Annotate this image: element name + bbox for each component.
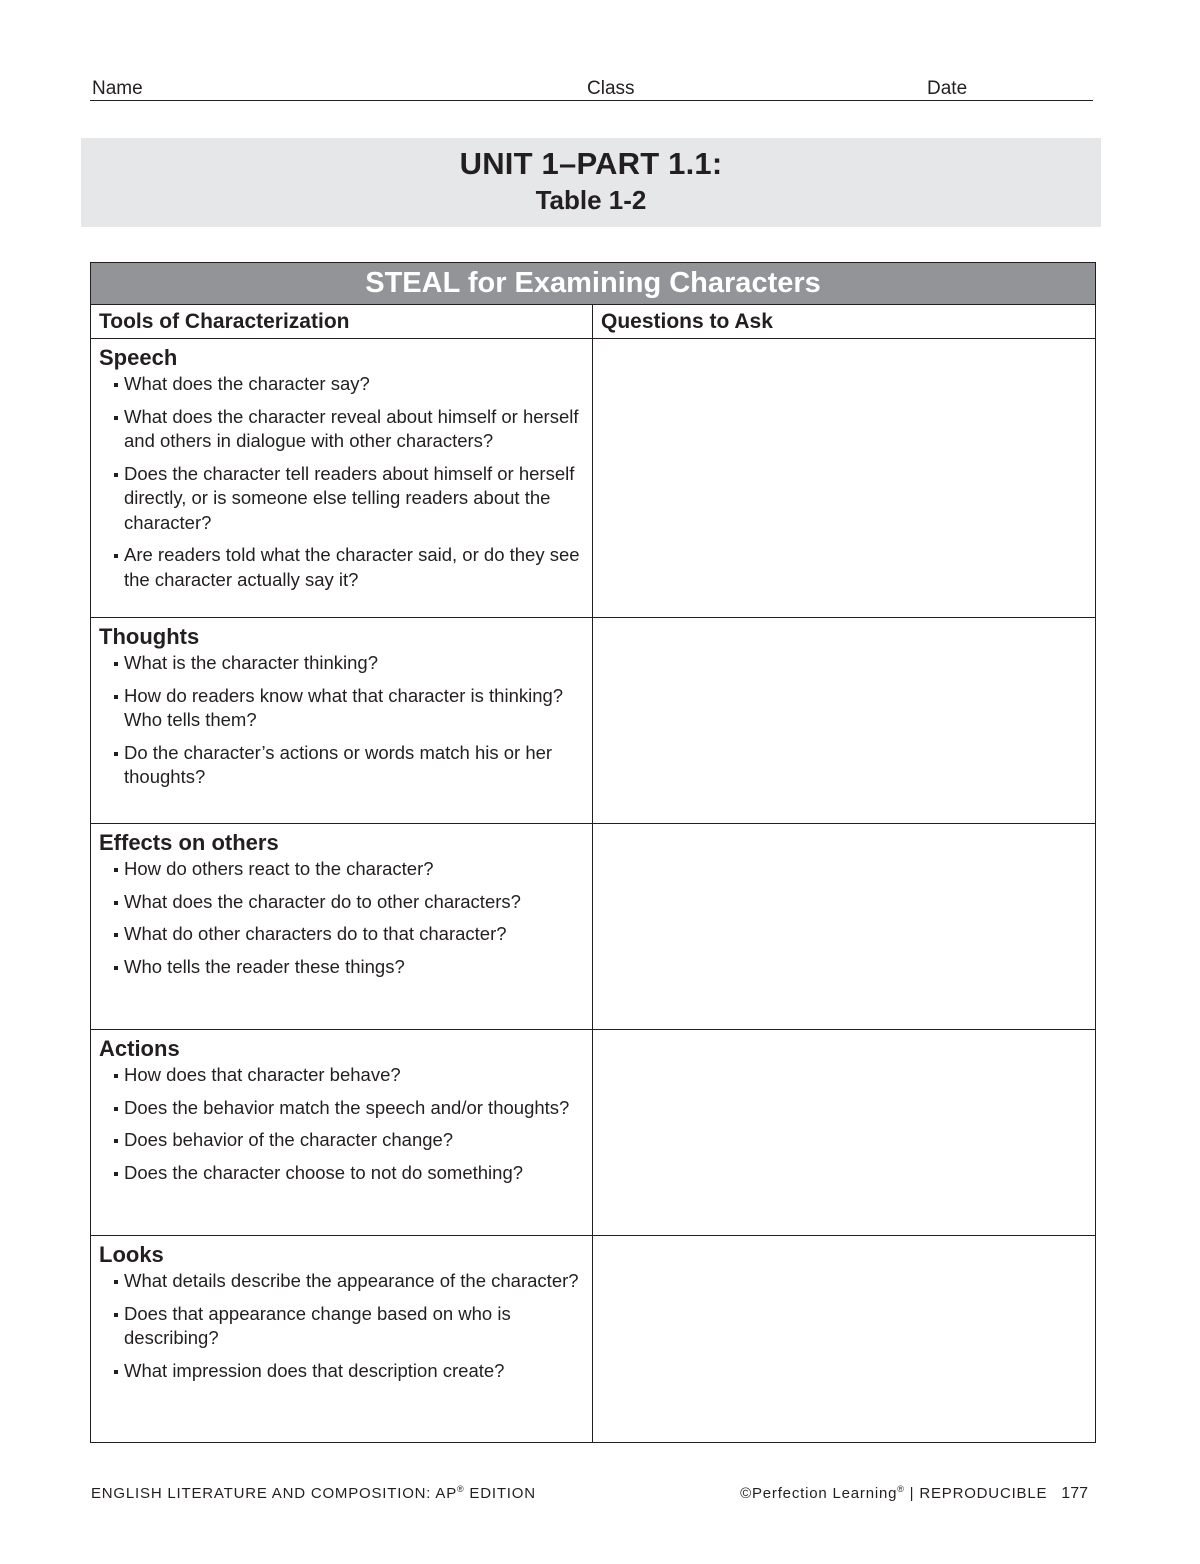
- tool-title: Actions: [99, 1036, 180, 1061]
- list-item: Does the character tell readers about himself or herself directly, or is someone else telling readers about the character?: [99, 462, 582, 536]
- tool-cell: [91, 618, 593, 824]
- name-label: Name: [92, 78, 143, 99]
- tool-cell: [91, 824, 593, 1030]
- column-header-tools: Tools of Characterization: [91, 305, 593, 339]
- title-band: [81, 138, 1101, 227]
- tool-title: Thoughts: [99, 624, 200, 649]
- question-list: [99, 651, 582, 790]
- registered-mark: ®: [897, 1484, 905, 1494]
- table-banner: STEAL for Examining Characters: [91, 263, 1096, 305]
- list-item: What impression does that description create?: [99, 1359, 582, 1384]
- list-item: What does the character do to other characters?: [99, 890, 582, 915]
- page-subtitle: Table 1-2: [535, 185, 647, 215]
- footer-copyright-text: ©Perfection Learning: [740, 1485, 898, 1502]
- question-list: [99, 372, 582, 592]
- footer-book-title: [91, 1480, 536, 1503]
- steal-table: [90, 262, 1096, 1443]
- footer-reproducible: | REPRODUCIBLE: [904, 1485, 1048, 1502]
- list-item: Do the character’s actions or words match his or her thoughts?: [99, 741, 582, 790]
- list-item: Does the behavior match the speech and/or thoughts?: [99, 1096, 582, 1121]
- list-item: Does the character choose to not do something?: [99, 1161, 582, 1186]
- answer-cell[interactable]: [593, 824, 1096, 1030]
- list-item: What does the character say?: [99, 372, 582, 397]
- answer-cell[interactable]: [593, 618, 1096, 824]
- list-item: Who tells the reader these things?: [99, 955, 582, 980]
- page-number: 177: [1061, 1485, 1088, 1502]
- table-row-thoughts: [91, 618, 1096, 824]
- question-list: [99, 1269, 582, 1383]
- tool-cell: [91, 1030, 593, 1236]
- footer-book-title-tail: EDITION: [464, 1485, 536, 1502]
- registered-mark: ®: [457, 1484, 465, 1494]
- answer-cell[interactable]: [593, 1030, 1096, 1236]
- table-row-actions: [91, 1030, 1096, 1236]
- question-list: [99, 1063, 582, 1185]
- page-title: UNIT 1–PART 1.1:: [459, 146, 723, 181]
- table-row-speech: [91, 339, 1096, 618]
- footer-copyright: [740, 1480, 1088, 1503]
- list-item: What do other characters do to that character?: [99, 922, 582, 947]
- tool-cell: [91, 1236, 593, 1443]
- class-label: Class: [587, 78, 635, 99]
- date-label: Date: [927, 78, 968, 99]
- tool-cell: [91, 339, 593, 618]
- answer-cell[interactable]: [593, 1236, 1096, 1443]
- column-header-questions: Questions to Ask: [593, 305, 1096, 339]
- list-item: Are readers told what the character said, or do they see the character actually say it?: [99, 543, 582, 592]
- header-rule: [90, 100, 1093, 101]
- list-item: How do others react to the character?: [99, 857, 582, 882]
- tool-title: Speech: [99, 345, 178, 370]
- list-item: What is the character thinking?: [99, 651, 582, 676]
- answer-cell[interactable]: [593, 339, 1096, 618]
- list-item: How does that character behave?: [99, 1063, 582, 1088]
- footer-book-title-text: ENGLISH LITERATURE AND COMPOSITION: AP: [91, 1485, 458, 1502]
- list-item: Does that appearance change based on who is describing?: [99, 1302, 582, 1351]
- tool-title: Effects on others: [99, 830, 279, 855]
- question-list: [99, 857, 582, 979]
- list-item: Does behavior of the character change?: [99, 1128, 582, 1153]
- table-row-effects-on-others: [91, 824, 1096, 1030]
- tool-title: Looks: [99, 1242, 164, 1267]
- list-item: How do readers know what that character is thinking? Who tells them?: [99, 684, 582, 733]
- list-item: What details describe the appearance of the character?: [99, 1269, 582, 1294]
- table-row-looks: [91, 1236, 1096, 1443]
- list-item: What does the character reveal about himself or herself and others in dialogue with other characters?: [99, 405, 582, 454]
